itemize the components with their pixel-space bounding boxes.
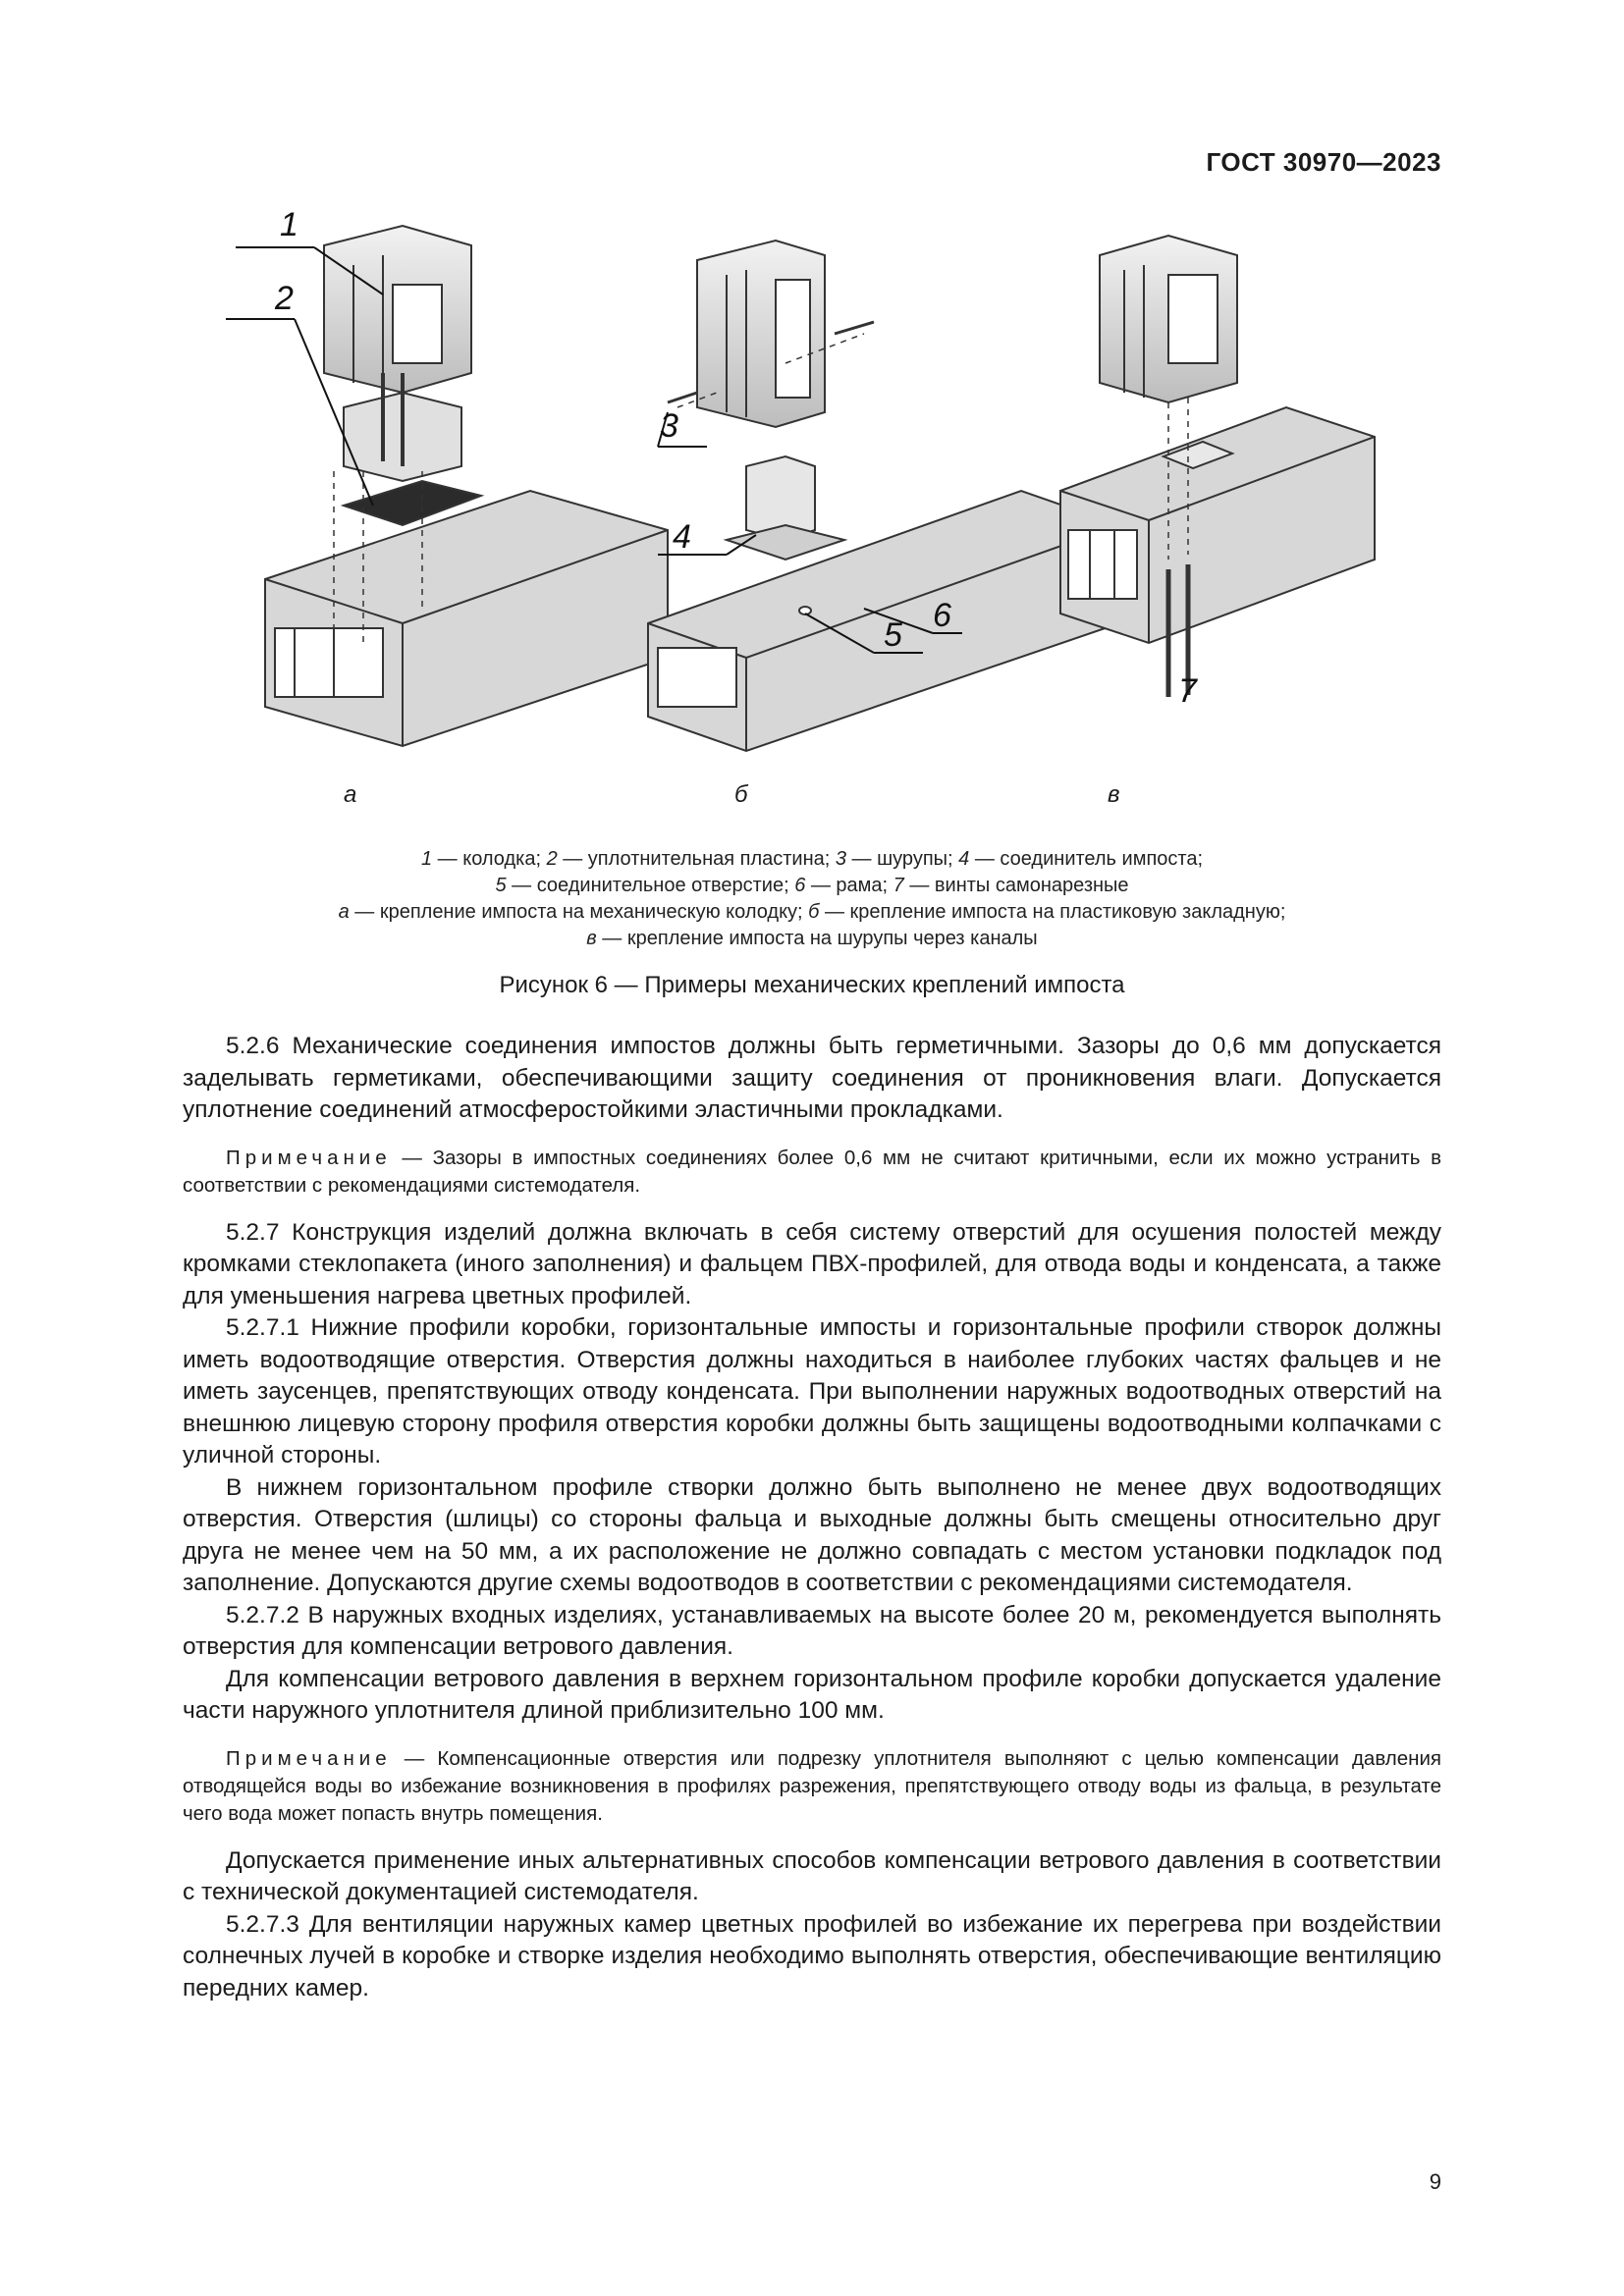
paragraph-alternative-methods: Допускается применение иных альтернативных способов компенсации ветрового давления в соответствии с технической документацией системодателя. bbox=[183, 1846, 1441, 1905]
legend-key: б bbox=[808, 901, 820, 923]
note-label: Примечание bbox=[226, 1146, 392, 1169]
legend-text: — крепление импоста на шурупы через каналы bbox=[596, 928, 1038, 949]
paragraph-5-2-6: 5.2.6 Механические соединения импостов должны быть герметичными. Зазоры до 0,6 мм допускается заделывать герметиками, обеспечивающими защиту соединения от проникновения влаги. Допускается уплотнение соединений атмосферостойкими эластичными прокладками. bbox=[183, 1033, 1441, 1123]
legend-text: — колодка; bbox=[432, 848, 547, 870]
legend-line-4 bbox=[177, 926, 1447, 952]
paragraph-drain-holes: В нижнем горизонтальном профиле створки должно быть выполнено не менее двух водоотводящих отверстия. Отверстия (шлицы) со стороны фальца и выходные должны быть смещены относительно друг друга не менее чем на 50 мм, а их расположение не должно совпадать с местом установки подкладок под заполнение. Допускаются другие схемы водоотводов в соответствии с рекомендациями системодателя. bbox=[183, 1473, 1441, 1596]
figure-legend bbox=[177, 846, 1447, 952]
legend-line-1 bbox=[177, 846, 1447, 873]
legend-text: — соединитель импоста; bbox=[969, 848, 1204, 870]
paragraph-5-2-7-1: 5.2.7.1 Нижние профили коробки, горизонтальные импосты и горизонтальные профили створок должны иметь водоотводящие отверстия. Отверстия должны находиться в наиболее глубоких частях фальцев и не иметь заусенцев, препятствующих отводу конденсата. При выполнении наружных водоотводных отверстий на внешнюю лицевую сторону профиля отверстия коробки должны быть защищены водоотводными колпачками с уличной стороны. bbox=[183, 1314, 1441, 1468]
legend-text: — шурупы; bbox=[846, 848, 959, 870]
panel-label-c: в bbox=[1108, 781, 1120, 808]
legend-line-3 bbox=[177, 899, 1447, 926]
panel-label-b: б bbox=[734, 781, 748, 808]
paragraph-5-2-7-2: 5.2.7.2 В наружных входных изделиях, устанавливаемых на высоте более 20 м, рекомендуется выполнять отверстия для компенсации ветрового давления. bbox=[183, 1601, 1441, 1660]
callout-1: 1 bbox=[280, 206, 298, 243]
drawing-panel-a bbox=[265, 226, 668, 746]
figure-title: Рисунок 6 — Примеры механических креплений импоста bbox=[499, 972, 1125, 998]
callout-5: 5 bbox=[884, 616, 902, 654]
paragraph-wind-compensation: Для компенсации ветрового давления в верхнем горизонтальном профиле коробки допускается удаление части наружного уплотнителя длиной приблизительно 100 мм. bbox=[183, 1665, 1441, 1724]
drawing-panel-c bbox=[1060, 236, 1375, 697]
legend-text: — крепление импоста на пластиковую закладную; bbox=[819, 901, 1286, 923]
legend-key: 6 bbox=[794, 875, 806, 896]
paragraph-5-2-7-3: 5.2.7.3 Для вентиляции наружных камер цветных профилей во избежание их перегрева при воздействии солнечных лучей в коробке и створке изделия необходимо выполнять отверстия, обеспечивающие вентиляцию передних камер. bbox=[183, 1910, 1441, 2002]
legend-key: 4 bbox=[958, 848, 970, 870]
legend-key: в bbox=[586, 928, 597, 949]
note-text: — Компенсационные отверстия или подрезку уплотнителя выполняют с целью компенсации давления отводящейся воды во избежание возникновения в профилях разрежения, препятствующего отводу воды из фальца, в результате чего вода может попасть внутрь помещения. bbox=[183, 1746, 1441, 1825]
legend-key: 7 bbox=[893, 875, 904, 896]
legend-text: — крепление импоста на механическую колодку; bbox=[349, 901, 809, 923]
legend-text: — уплотнительная пластина; bbox=[557, 848, 836, 870]
note-1 bbox=[183, 1145, 1441, 1200]
body-text bbox=[183, 1031, 1441, 2004]
figure-6 bbox=[236, 206, 1414, 825]
legend-line-2 bbox=[177, 873, 1447, 899]
figure-drawing bbox=[236, 206, 1414, 825]
legend-key: 5 bbox=[495, 875, 507, 896]
legend-key: 3 bbox=[835, 848, 846, 870]
panel-label-a: а bbox=[344, 781, 357, 808]
callout-7: 7 bbox=[1178, 672, 1197, 710]
callout-3: 3 bbox=[660, 407, 678, 445]
document-header: ГОСТ 30970—2023 bbox=[1206, 147, 1441, 177]
legend-text: — соединительное отверстие; bbox=[506, 875, 795, 896]
callout-2: 2 bbox=[275, 280, 294, 317]
drawing-panel-b bbox=[648, 240, 1119, 751]
note-2 bbox=[183, 1745, 1441, 1828]
note-label: Примечание bbox=[226, 1746, 392, 1770]
legend-key: 2 bbox=[546, 848, 558, 870]
callout-4: 4 bbox=[673, 518, 691, 556]
callout-6: 6 bbox=[933, 597, 951, 634]
legend-key: а bbox=[338, 901, 350, 923]
legend-text: — рама; bbox=[805, 875, 893, 896]
paragraph-5-2-7: 5.2.7 Конструкция изделий должна включать в себя систему отверстий для осушения полостей между кромками стеклопакета (иного заполнения) и фальцем ПВХ-профилей, для отвода воды и конденсата, а также для уменьшения нагрева цветных профилей. bbox=[183, 1218, 1441, 1309]
note-text: — Зазоры в импостных соединениях более 0,6 мм не считают критичными, если их можно устранить в соответствии с рекомендациями системодателя. bbox=[183, 1146, 1441, 1197]
legend-key: 1 bbox=[420, 848, 433, 870]
page-number: 9 bbox=[1429, 2169, 1441, 2194]
legend-text: — винты самонарезные bbox=[903, 875, 1129, 896]
